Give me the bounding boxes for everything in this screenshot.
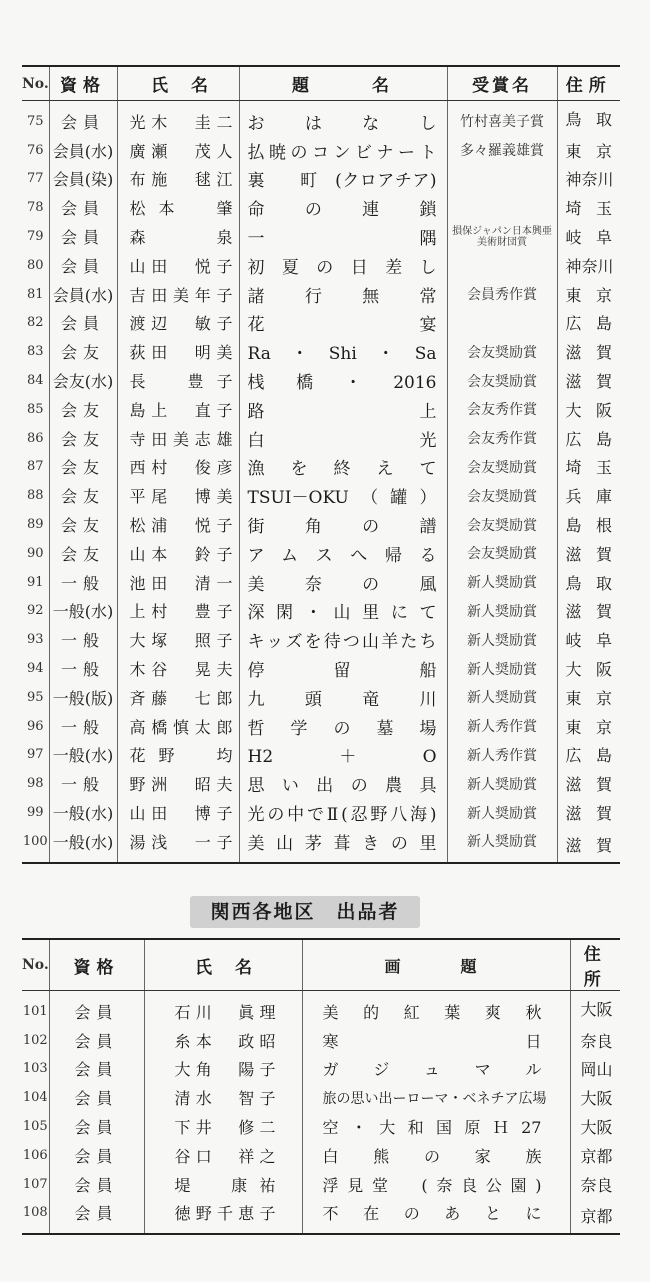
qualification: 一般(水)	[49, 741, 117, 770]
work-title: おはなし	[239, 101, 447, 136]
address: 埼玉	[565, 199, 612, 219]
award-name	[447, 165, 557, 194]
work-title: 白光	[239, 424, 447, 453]
address: 東京	[565, 285, 612, 305]
artist-name: 木谷 晃夫	[117, 654, 239, 683]
award-name: 新人奨励賞	[447, 625, 557, 654]
table-row	[22, 251, 620, 280]
artist-name: 松浦 悦子	[117, 510, 239, 539]
address: 鳥取	[565, 573, 612, 593]
address: 大阪	[580, 999, 613, 1019]
qualification: 一般	[49, 712, 117, 741]
address: 東京	[565, 688, 612, 708]
header-address: 住所	[557, 66, 620, 101]
table-row	[22, 1141, 620, 1170]
entry-number: 81	[22, 280, 49, 309]
award-name: 竹村喜美子賞	[447, 101, 557, 136]
work-title: 美奈の風	[239, 568, 447, 597]
table-header-row	[22, 66, 620, 101]
header-title: 画 題	[302, 939, 570, 991]
qualification: 一般	[49, 568, 117, 597]
address: 京都	[580, 1207, 613, 1227]
artist-name: 島上 直子	[117, 395, 239, 424]
work-title: 美山茅葺きの里	[239, 827, 447, 863]
award-name: 会友秀作賞	[447, 395, 557, 424]
artist-name: 花野 均	[117, 741, 239, 770]
table-row	[22, 798, 620, 827]
entry-number: 103	[22, 1055, 49, 1084]
qualification: 会員(水)	[49, 280, 117, 309]
work-title: 哲学の墓場	[239, 712, 447, 741]
artist-name: 荻田 明美	[117, 337, 239, 366]
qualification: 会友	[49, 424, 117, 453]
address: 京都	[580, 1146, 613, 1166]
address: 大阪	[565, 400, 612, 420]
work-title: TSUI－OKU（罐）	[239, 481, 447, 510]
entry-number: 92	[22, 597, 49, 626]
qualification: 一般	[49, 769, 117, 798]
table-row	[22, 424, 620, 453]
work-title: 深閑・山里にて	[239, 597, 447, 626]
entry-number: 77	[22, 165, 49, 194]
artist-name: 森 泉	[117, 222, 239, 251]
address: 埼玉	[565, 458, 612, 478]
work-title: 停留船	[239, 654, 447, 683]
entry-number: 89	[22, 510, 49, 539]
table-row	[22, 683, 620, 712]
entry-number: 91	[22, 568, 49, 597]
artist-name: 光木 圭二	[117, 101, 239, 136]
entry-number: 104	[22, 1083, 49, 1112]
award-name: 多々羅義雄賞	[447, 136, 557, 165]
award-name: 会友奨励賞	[447, 453, 557, 482]
kansai-exhibitor-table	[22, 938, 620, 1235]
qualification: 会員	[49, 1141, 144, 1170]
section-title: 関西各地区 出品者	[190, 896, 420, 928]
table-row	[22, 366, 620, 395]
qualification: 一般(版)	[49, 683, 117, 712]
address: 東京	[565, 141, 612, 161]
work-title: 桟橋・2016	[239, 366, 447, 395]
qualification: 会員	[49, 1112, 144, 1141]
artist-name: 徳野千恵子	[144, 1199, 302, 1235]
award-name: 新人秀作賞	[447, 741, 557, 770]
table-row	[22, 1112, 620, 1141]
table-row	[22, 510, 620, 539]
artist-name: 山本 鈴子	[117, 539, 239, 568]
address: 滋賀	[565, 804, 612, 824]
entry-number: 87	[22, 453, 49, 482]
qualification: 会友	[49, 395, 117, 424]
qualification: 会友	[49, 481, 117, 510]
table-row	[22, 597, 620, 626]
header-qualification: 資格	[49, 66, 117, 101]
award-name: 会友秀作賞	[447, 424, 557, 453]
address: 奈良	[580, 1031, 613, 1051]
entry-number: 95	[22, 683, 49, 712]
address: 島根	[565, 516, 612, 536]
address: 神奈川	[565, 170, 614, 190]
entry-number: 106	[22, 1141, 49, 1170]
artist-name: 平尾 博美	[117, 481, 239, 510]
work-title: H2＋O	[239, 741, 447, 770]
entry-number: 76	[22, 136, 49, 165]
address: 鳥取	[565, 109, 612, 129]
address: 滋賀	[565, 343, 612, 363]
entry-number: 108	[22, 1199, 49, 1235]
qualification: 一般	[49, 654, 117, 683]
entry-number: 93	[22, 625, 49, 654]
entry-number: 83	[22, 337, 49, 366]
qualification: 会員	[49, 222, 117, 251]
artist-name: 大塚 照子	[117, 625, 239, 654]
address: 奈良	[580, 1175, 613, 1195]
artist-name: 廣瀬 茂人	[117, 136, 239, 165]
entry-number: 101	[22, 991, 49, 1026]
address: 岐阜	[565, 631, 612, 651]
work-title: 路上	[239, 395, 447, 424]
address: 大阪	[565, 660, 612, 680]
table-row	[22, 991, 620, 1026]
artist-name: 谷口 祥之	[144, 1141, 302, 1170]
qualification: 会員	[49, 251, 117, 280]
work-title: 光の中でⅡ(忍野八海)	[239, 798, 447, 827]
address: 滋賀	[565, 835, 612, 855]
qualification: 会友	[49, 337, 117, 366]
entry-number: 84	[22, 366, 49, 395]
award-name: 会友奨励賞	[447, 539, 557, 568]
artist-name: 渡辺 敏子	[117, 309, 239, 338]
work-title: 浮見堂 (奈良公園)	[302, 1170, 570, 1199]
entry-number: 105	[22, 1112, 49, 1141]
exhibitor-table	[22, 65, 620, 864]
artist-name: 石川 眞理	[144, 991, 302, 1026]
qualification: 一般(水)	[49, 597, 117, 626]
work-title: 命の連鎖	[239, 193, 447, 222]
work-title: 寒日	[302, 1026, 570, 1055]
award-name	[447, 193, 557, 222]
artist-name: 斉藤 七郎	[117, 683, 239, 712]
table-row	[22, 101, 620, 136]
work-title: 旅の思い出ーローマ・ベネチア広場	[302, 1083, 570, 1112]
table-row	[22, 337, 620, 366]
award-name: 損保ジャパン日本興亜美術財団賞	[447, 222, 557, 251]
artist-name: 吉田美年子	[117, 280, 239, 309]
qualification: 会員(染)	[49, 165, 117, 194]
entry-number: 85	[22, 395, 49, 424]
entry-number: 100	[22, 827, 49, 863]
table-row	[22, 625, 620, 654]
work-title: 九頭竜川	[239, 683, 447, 712]
work-title: アムスへ帰る	[239, 539, 447, 568]
header-name: 氏 名	[117, 66, 239, 101]
table-row	[22, 1199, 620, 1235]
artist-name: 下井 修二	[144, 1112, 302, 1141]
header-no: No.	[22, 939, 49, 991]
table-row	[22, 712, 620, 741]
work-title: キッズを待つ山羊たち	[239, 625, 447, 654]
entry-number: 102	[22, 1026, 49, 1055]
work-title: 白熊の家族	[302, 1141, 570, 1170]
qualification: 会友	[49, 453, 117, 482]
qualification: 一般(水)	[49, 827, 117, 863]
award-name: 会友奨励賞	[447, 366, 557, 395]
award-name: 新人奨励賞	[447, 827, 557, 863]
table-row	[22, 539, 620, 568]
entry-number: 82	[22, 309, 49, 338]
entry-number: 99	[22, 798, 49, 827]
address: 岐阜	[565, 228, 612, 248]
table-row	[22, 1170, 620, 1199]
address: 滋賀	[565, 372, 612, 392]
entry-number: 80	[22, 251, 49, 280]
qualification: 会員	[49, 1026, 144, 1055]
address: 広島	[565, 429, 612, 449]
table-row	[22, 1055, 620, 1084]
qualification: 会員	[49, 1083, 144, 1112]
table-row	[22, 827, 620, 863]
entry-number: 88	[22, 481, 49, 510]
work-title: ガジュマル	[302, 1055, 570, 1084]
award-name: 会友奨励賞	[447, 510, 557, 539]
entry-number: 75	[22, 101, 49, 136]
entry-number: 98	[22, 769, 49, 798]
artist-name: 上村 豊子	[117, 597, 239, 626]
award-name: 会友奨励賞	[447, 337, 557, 366]
work-title: Ra・Shi・Sa	[239, 337, 447, 366]
work-title: 漁を終えて	[239, 453, 447, 482]
award-name: 会員秀作賞	[447, 280, 557, 309]
award-name: 新人奨励賞	[447, 798, 557, 827]
entry-number: 97	[22, 741, 49, 770]
award-name: 新人奨励賞	[447, 683, 557, 712]
table-row	[22, 395, 620, 424]
work-title: 不在のあとに	[302, 1199, 570, 1235]
qualification: 会員	[49, 101, 117, 136]
entry-number: 86	[22, 424, 49, 453]
address: 大阪	[580, 1118, 613, 1138]
table-row	[22, 769, 620, 798]
table-row	[22, 654, 620, 683]
qualification: 会員	[49, 309, 117, 338]
qualification: 会員	[49, 1170, 144, 1199]
table-row	[22, 568, 620, 597]
artist-name: 寺田美志雄	[117, 424, 239, 453]
qualification: 会友	[49, 539, 117, 568]
artist-name: 高橋慎太郎	[117, 712, 239, 741]
address: 滋賀	[565, 544, 612, 564]
qualification: 一般	[49, 625, 117, 654]
work-title: 花宴	[239, 309, 447, 338]
entry-number: 78	[22, 193, 49, 222]
artist-name: 糸本 政昭	[144, 1026, 302, 1055]
header-name: 氏 名	[144, 939, 302, 991]
header-address: 住所	[570, 939, 620, 991]
award-name: 新人奨励賞	[447, 597, 557, 626]
address: 東京	[565, 717, 612, 737]
award-name: 新人秀作賞	[447, 712, 557, 741]
qualification: 会員	[49, 1199, 144, 1235]
header-no: No.	[22, 66, 49, 101]
award-name: 新人奨励賞	[447, 568, 557, 597]
address: 広島	[565, 314, 612, 334]
address: 兵庫	[565, 487, 612, 507]
work-title: 思い出の農具	[239, 769, 447, 798]
entry-number: 94	[22, 654, 49, 683]
table-row	[22, 453, 620, 482]
award-name: 会友奨励賞	[447, 481, 557, 510]
artist-name: 野洲 昭夫	[117, 769, 239, 798]
work-title: 一隅	[239, 222, 447, 251]
artist-name: 堤 康祐	[144, 1170, 302, 1199]
table-row	[22, 1026, 620, 1055]
table-row	[22, 222, 620, 251]
artist-name: 清水 智子	[144, 1083, 302, 1112]
qualification: 会員(水)	[49, 136, 117, 165]
artist-name: 大角 陽子	[144, 1055, 302, 1084]
award-name: 新人奨励賞	[447, 654, 557, 683]
address: 岡山	[580, 1060, 613, 1080]
artist-name: 西村 俊彦	[117, 453, 239, 482]
entry-number: 90	[22, 539, 49, 568]
address: 滋賀	[565, 602, 612, 622]
work-title: 美的紅葉爽秋	[302, 991, 570, 1026]
header-title: 題 名	[239, 66, 447, 101]
work-title: 諸行無常	[239, 280, 447, 309]
award-name	[447, 309, 557, 338]
table-row	[22, 193, 620, 222]
qualification: 会員	[49, 193, 117, 222]
artist-name: 布施 毬江	[117, 165, 239, 194]
qualification: 一般(水)	[49, 798, 117, 827]
qualification: 会友	[49, 510, 117, 539]
work-title: 初夏の日差し	[239, 251, 447, 280]
qualification: 会員	[49, 1055, 144, 1084]
table-row	[22, 280, 620, 309]
table-row	[22, 136, 620, 165]
artist-name: 長 豊子	[117, 366, 239, 395]
address: 大阪	[580, 1089, 613, 1109]
table-row	[22, 481, 620, 510]
table-row	[22, 309, 620, 338]
award-name: 新人奨励賞	[447, 769, 557, 798]
work-title: 空・大和国原Ｈ27	[302, 1112, 570, 1141]
artist-name: 湯浅 一子	[117, 827, 239, 863]
artist-name: 山田 博子	[117, 798, 239, 827]
address: 滋賀	[565, 775, 612, 795]
table-row	[22, 165, 620, 194]
table-row	[22, 1083, 620, 1112]
entry-number: 79	[22, 222, 49, 251]
table-row	[22, 741, 620, 770]
header-award: 受賞名	[447, 66, 557, 101]
entry-number: 107	[22, 1170, 49, 1199]
table-header-row	[22, 939, 620, 991]
address: 神奈川	[565, 256, 614, 276]
artist-name: 池田 清一	[117, 568, 239, 597]
award-name	[447, 251, 557, 280]
work-title: 街角の譜	[239, 510, 447, 539]
entry-number: 96	[22, 712, 49, 741]
artist-name: 山田 悦子	[117, 251, 239, 280]
work-title: 払暁のコンビナート	[239, 136, 447, 165]
address: 広島	[565, 746, 612, 766]
work-title: 裏 町 (クロアチア)	[239, 165, 447, 194]
qualification: 会友(水)	[49, 366, 117, 395]
artist-name: 松本 肇	[117, 193, 239, 222]
qualification: 会員	[49, 991, 144, 1026]
header-qualification: 資格	[49, 939, 144, 991]
